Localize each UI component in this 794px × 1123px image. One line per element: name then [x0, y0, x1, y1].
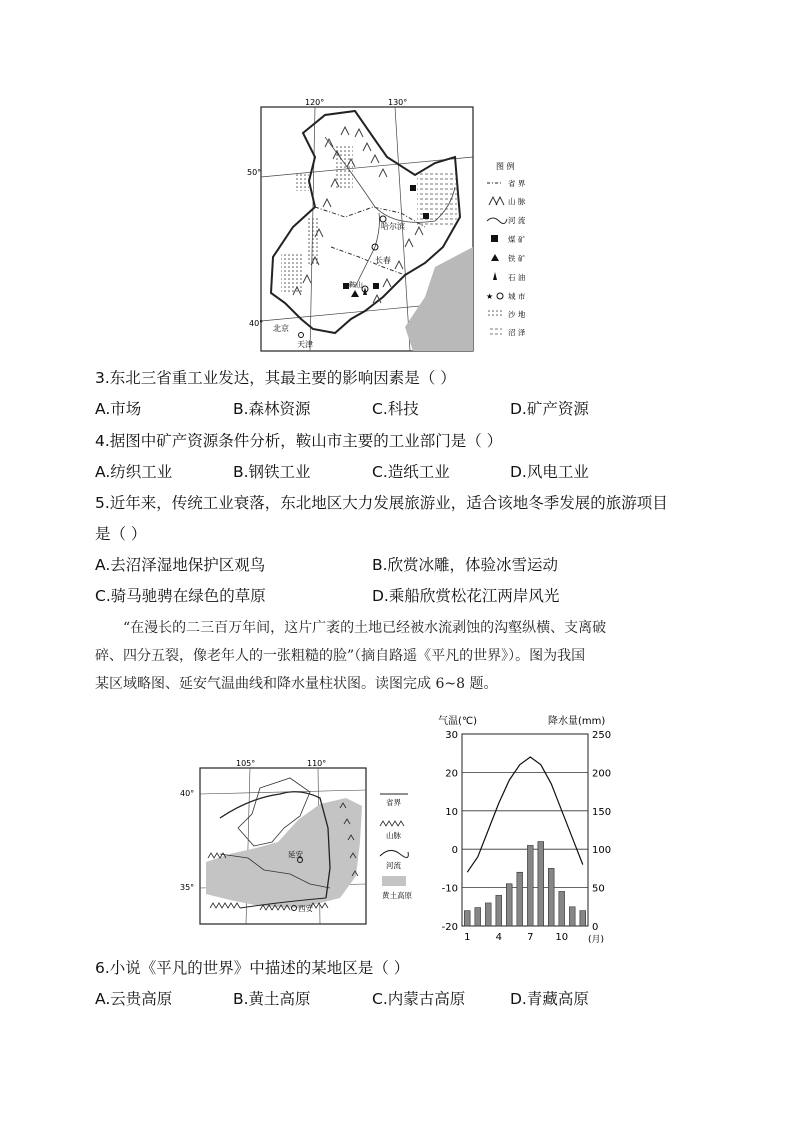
left-tick-label: -10: [441, 883, 458, 895]
left-axis-label: 气温(℃): [438, 716, 478, 727]
legend-coal: 煤 矿: [508, 235, 526, 244]
coal-mine-icon: [373, 283, 379, 289]
legend-city: 城 市: [508, 292, 526, 301]
coal-mine-icon: [491, 235, 498, 242]
precip-bar: [548, 868, 554, 926]
legend-title: 图 例: [496, 162, 515, 171]
precip-bar: [559, 891, 565, 926]
legend-province: 省 界: [508, 179, 526, 188]
q5-option-d[interactable]: D.乘船欣赏松花江两岸风光: [372, 587, 560, 605]
city-label-anshan: 鞍山: [349, 281, 363, 289]
city-label-changchun: 长春: [375, 256, 391, 265]
precip-bar: [475, 908, 481, 926]
sand-area: [281, 252, 303, 292]
sand-icon: [488, 309, 502, 316]
right-tick-label: 200: [592, 768, 612, 780]
q5-option-a[interactable]: A.去沼泽湿地保护区观鸟: [95, 556, 266, 574]
q3-option-a[interactable]: A.市场: [95, 400, 142, 418]
q6-option-c[interactable]: C.内蒙古高原: [372, 990, 466, 1008]
city-label-harbin: 哈尔滨: [381, 222, 405, 231]
city-label-xian: 西安: [298, 904, 313, 913]
temperature-line: [467, 757, 583, 872]
left-tick-label: 30: [445, 730, 458, 741]
mountain-icon: [380, 821, 404, 826]
iron-mine-icon: [491, 254, 499, 261]
city-icon: [497, 293, 503, 299]
x-tick-label: 10: [555, 932, 569, 943]
right-tick-label: 250: [592, 730, 612, 741]
sand-area: [307, 217, 319, 265]
question-4-stem: 4.据图中矿产资源条件分析，鞍山市主要的工业部门是（ ）: [95, 432, 503, 450]
right-tick-label: 50: [592, 883, 605, 895]
legend-mountain: 山脉: [386, 831, 401, 840]
q3-option-c[interactable]: C.科技: [372, 400, 419, 418]
precip-bar: [517, 872, 523, 926]
precip-bar: [580, 911, 586, 926]
q4-option-a[interactable]: A.纺织工业: [95, 463, 173, 481]
precip-bar: [569, 907, 575, 926]
precip-bar: [506, 884, 512, 926]
passage-line-1: “在漫长的二三百万年间，这片广袤的土地已经被水流剥蚀的沟壑纵横、支离破: [123, 620, 607, 636]
northeast-map: [247, 97, 555, 355]
question-6-stem: 6.小说《平凡的世界》中描述的某地区是（ ）: [95, 959, 410, 977]
lon-label-110: 110°: [307, 759, 327, 768]
map2-legend: [380, 794, 412, 900]
x-tick-label: 4: [495, 932, 502, 943]
legend-marsh: 沼 泽: [508, 328, 526, 337]
city-label-tianjin: 天津: [297, 340, 313, 349]
left-tick-label: 0: [451, 845, 458, 857]
city-label-yanan: 延安: [288, 850, 303, 859]
lon-label-105: 105°: [236, 759, 256, 768]
river-icon: [487, 218, 507, 224]
q6-option-d[interactable]: D.青藏高原: [510, 990, 589, 1008]
left-tick-label: -20: [441, 922, 458, 933]
plateau-icon: [382, 876, 406, 886]
right-axis-label: 降水量(mm): [548, 716, 606, 727]
q6-option-a[interactable]: A.云贵高原: [95, 990, 173, 1008]
sand-area: [295, 173, 309, 191]
oil-icon: [493, 272, 497, 280]
x-tick-label: 7: [527, 932, 534, 943]
legend-oil: 石 油: [508, 273, 526, 282]
legend-mountain: 山 脉: [508, 197, 526, 206]
lat-label-35: 35°: [180, 883, 195, 892]
legend-river: 河 流: [508, 216, 526, 225]
left-tick-label: 10: [445, 806, 458, 818]
legend-sand: 沙 地: [508, 310, 526, 319]
precip-bar: [538, 842, 544, 926]
q4-option-b[interactable]: B.钢铁工业: [233, 463, 311, 481]
climate-chart: [430, 712, 620, 944]
lon-label-130: 130°: [388, 98, 408, 107]
legend-iron: 铁 矿: [508, 254, 526, 263]
loess-plateau-map: [180, 758, 440, 928]
right-tick-label: 100: [592, 845, 612, 857]
legend-river: 河流: [386, 861, 401, 870]
star-icon: ★: [486, 292, 494, 301]
city-label-beijing: 北京: [273, 324, 289, 333]
left-tick-label: 20: [445, 768, 458, 780]
lat-label-50: 50°: [247, 168, 262, 177]
lat-label-40: 40°: [249, 319, 264, 328]
coal-mine-icon: [423, 213, 429, 219]
q5-option-b[interactable]: B.欣赏冰雕，体验冰雪运动: [372, 556, 559, 574]
passage-line-2: 碎、四分五裂，像老年人的一张粗糙的脸”（摘自路遥《平凡的世界》）。图为我国: [95, 648, 586, 664]
question-5-stem-line2: 是（ ）: [95, 525, 147, 543]
mountain-icon: [489, 197, 504, 205]
lat-label-40: 40°: [180, 789, 195, 798]
q4-option-c[interactable]: C.造纸工业: [372, 463, 450, 481]
passage-line-3: 某区域略图、延安气温曲线和降水量柱状图。读图完成 6~8 题。: [95, 676, 498, 692]
right-tick-label: 150: [592, 806, 612, 818]
coal-mine-icon: [410, 185, 416, 191]
precip-bar: [485, 903, 491, 926]
reading-passage: [95, 614, 695, 698]
q3-option-b[interactable]: B.森林资源: [233, 400, 311, 418]
right-tick-label: 0: [592, 922, 599, 933]
river-icon: [380, 850, 408, 857]
x-axis-label: (月): [588, 935, 605, 945]
legend-province: 省界: [386, 798, 401, 807]
legend-plateau: 黄土高原: [382, 891, 412, 900]
question-5-stem-line1: 5.近年来，传统工业衰落，东北地区大力发展旅游业，适合该地冬季发展的旅游项目: [95, 494, 668, 512]
marsh-icon: [488, 327, 502, 335]
question-3-stem: 3.东北三省重工业发达，其最主要的影响因素是（ ）: [95, 369, 456, 387]
q3-option-d[interactable]: D.矿产资源: [510, 400, 589, 418]
precip-bar: [496, 895, 502, 926]
q6-option-b[interactable]: B.黄土高原: [233, 990, 311, 1008]
map-legend: [486, 161, 526, 337]
precip-bar: [527, 845, 533, 926]
x-tick-label: 1: [464, 932, 471, 943]
q4-option-d[interactable]: D.风电工业: [510, 463, 589, 481]
q5-option-c[interactable]: C.骑马驰骋在绿色的草原: [95, 587, 266, 605]
precip-bar: [464, 911, 470, 926]
lon-label-120: 120°: [305, 98, 325, 107]
